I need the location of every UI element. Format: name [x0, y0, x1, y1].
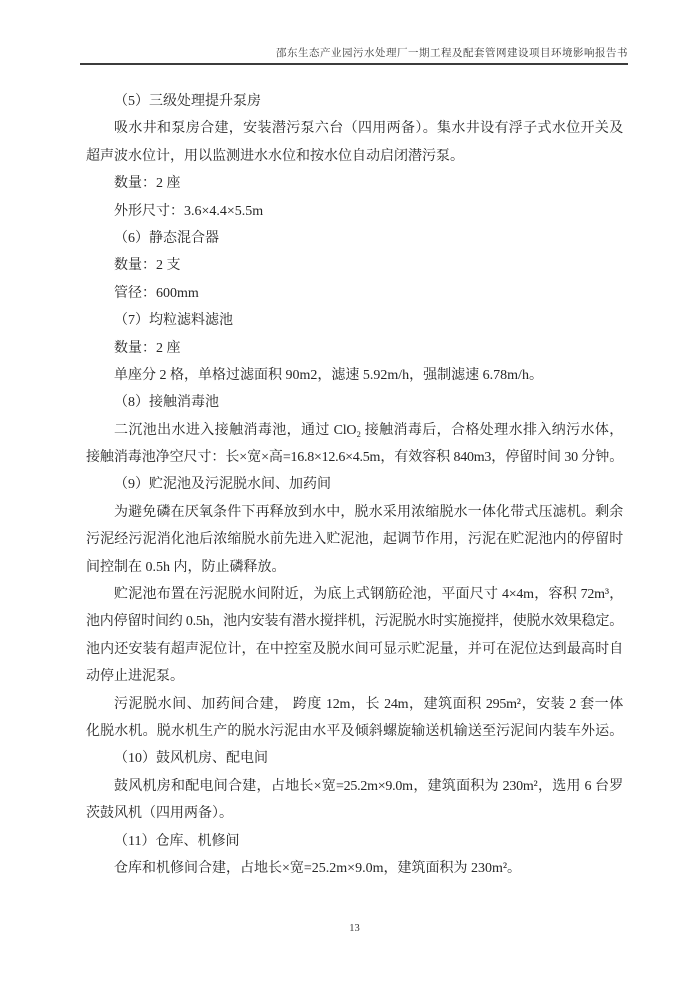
- section-heading: （11）仓库、机修间: [114, 833, 240, 849]
- text-line: 间控制在 0.5h 内，防止磷释放。: [86, 559, 286, 575]
- section-heading: （8）接触消毒池: [114, 395, 219, 411]
- text-line: 池内还安装有超声泥位计，在中控室及脱水间可显示贮泥量，并可在泥位达到最高时自: [86, 641, 623, 657]
- text-line: 数量：2 座: [114, 340, 181, 356]
- section-heading: （7）均粒滤料滤池: [114, 313, 233, 329]
- text-line: 动停止进泥泵。: [86, 669, 184, 685]
- text-line: 贮泥池布置在污泥脱水间附近，为底上式钢筋砼池，平面尺寸 4×4m，容积 72m³，: [114, 587, 623, 603]
- text-line: 超声波水位计，用以监测进水水位和按水位自动启闭潜污泵。: [86, 148, 464, 164]
- section-heading: （5）三级处理提升泵房: [114, 94, 261, 109]
- text-line: 污泥经污泥消化池后浓缩脱水前先进入贮泥池，起调节作用，污泥在贮泥池内的停留时: [86, 532, 623, 548]
- text-line: 仓库和机修间合建，占地长×宽=25.2m×9.0m，建筑面积为 230m²。: [114, 860, 522, 876]
- text-line: 污泥脱水间、加药间合建， 跨度 12m，长 24m，建筑面积 295m²，安装 2 套一体: [114, 696, 623, 712]
- document-body: [86, 88, 623, 882]
- text-line: 为避免磷在厌氧条件下再释放到水中，脱水采用浓缩脱水一体化带式压滤机。剩余: [114, 504, 623, 520]
- text-line: 二沉池出水进入接触消毒池，通过 ClO₂ 接触消毒后，合格处理水排入纳污水体，: [114, 422, 623, 438]
- text-line: 化脱水机。脱水机生产的脱水污泥由水平及倾斜螺旋输送机输送至污泥间内装车外运。: [86, 723, 623, 739]
- text-line: 数量：2 支: [114, 258, 181, 274]
- text-line: 池内停留时间约 0.5h，池内安装有潜水搅拌机，污泥脱水时实施搅拌，使脱水效果稳定。: [86, 614, 623, 630]
- page-number: 13: [349, 923, 360, 934]
- page-header-title: 邵东生态产业园污水处理厂一期工程及配套管网建设项目环境影响报告书: [80, 47, 628, 65]
- section-heading: （9）贮泥池及污泥脱水间、加药间: [114, 477, 331, 493]
- text-line: 鼓风机房和配电间合建，占地长×宽=25.2m×9.0m，建筑面积为 230m²，选用 6 台罗: [114, 778, 623, 794]
- section-heading: （10）鼓风机房、配电间: [114, 751, 268, 767]
- text-line: 单座分 2 格，单格过滤面积 90m2，滤速 5.92m/h，强制滤速 6.78m/h。: [114, 367, 543, 383]
- text-line: 茨鼓风机（四用两备）。: [86, 806, 233, 822]
- text-line: 外形尺寸：3.6×4.4×5.5m: [114, 203, 264, 219]
- text-line: 数量：2 座: [114, 176, 181, 192]
- text-line: 接触消毒池净空尺寸：长×宽×高=16.8×12.6×4.5m，有效容积 840m3，停留时间 30 分钟。: [86, 450, 623, 466]
- text-line: 管径：600mm: [114, 285, 199, 301]
- section-heading: （6）静态混合器: [114, 230, 219, 246]
- text-line: 吸水井和泵房合建，安装潜污泵六台（四用两备）。集水井设有浮子式水位开关及: [114, 121, 623, 137]
